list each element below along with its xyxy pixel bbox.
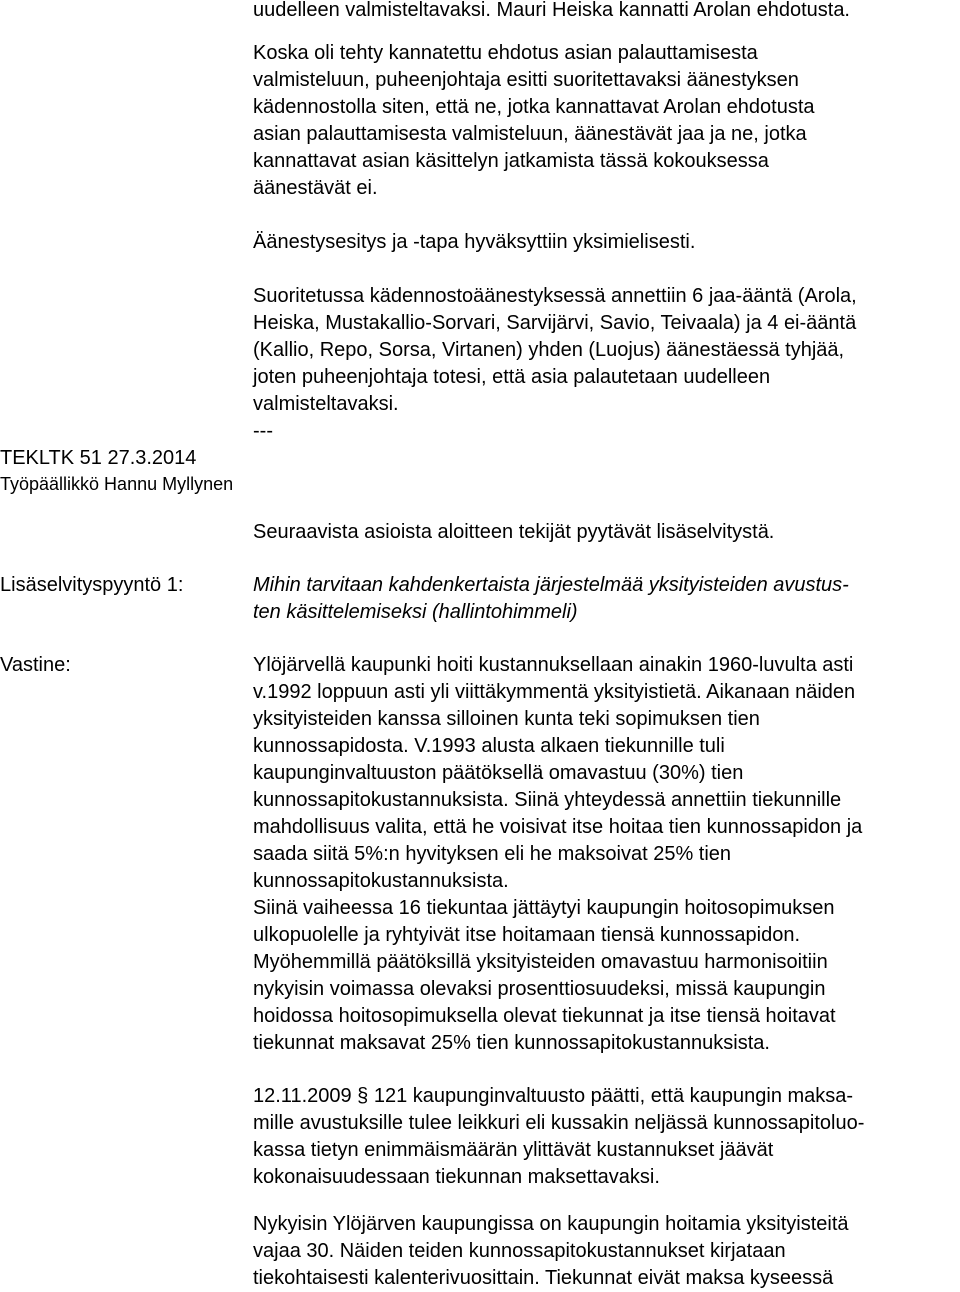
text-line: tiekunnat maksavat 25% tien kunnossapitokustannuksista. bbox=[253, 1032, 770, 1054]
text-line: kokonaisuudessaan tiekunnan maksettavaksi. bbox=[253, 1166, 660, 1188]
text-line: nykyisin voimassa olevaksi prosenttiosuudeksi, missä kaupungin bbox=[253, 978, 826, 1000]
text-line: asian palauttamisesta valmisteluun, äänestävät jaa ja ne, jotka bbox=[253, 123, 807, 145]
text-line: äänestävät ei. bbox=[253, 177, 378, 199]
text-line: Koska oli tehty kannatettu ehdotus asian palauttamisesta bbox=[253, 42, 758, 64]
text-line: joten puheenjohtaja totesi, että asia palautetaan uudelleen bbox=[253, 366, 771, 388]
response-label: Vastine: bbox=[0, 654, 71, 676]
request-label: Lisäselvityspyyntö 1: bbox=[0, 574, 184, 596]
text-line: (Kallio, Repo, Sorsa, Virtanen) yhden (Luojus) äänestäessä tyhjää, bbox=[253, 339, 845, 361]
text-line: kannattavat asian käsittelyn jatkamista tässä kokouksessa bbox=[253, 150, 769, 172]
top-line: uudelleen valmisteltavaksi. Mauri Heiska kannatti Arolan ehdotusta. bbox=[253, 0, 850, 21]
text-line: kädennostolla siten, että ne, jotka kannattavat Arolan ehdotusta bbox=[253, 96, 815, 118]
text-line: kassa tietyn enimmäismäärän ylittävät kustannukset jäävät bbox=[253, 1139, 774, 1161]
text-line: hoidossa hoitosopimuksella olevat tiekunnat ja itse tiensä hoitavat bbox=[253, 1005, 836, 1027]
text-line: Siinä vaiheessa 16 tiekuntaa jättäytyi kaupungin hoitosopimuksen bbox=[253, 897, 835, 919]
separator: --- bbox=[253, 420, 273, 442]
text-line: ten käsittelemiseksi (hallintohimmeli) bbox=[253, 601, 578, 623]
text-line: kunnossapitokustannuksista. Siinä yhteydessä annettiin tiekunnille bbox=[253, 789, 842, 811]
text-line: kaupunginvaltuuston päätöksellä omavastuu (30%) tien bbox=[253, 762, 744, 784]
text-line: kunnossapidosta. V.1993 alusta alkaen tiekunnille tuli bbox=[253, 735, 725, 757]
text-line: tiekohtaisesti kalenterivuosittain. Tiekunnat eivät maksa kyseessä bbox=[253, 1267, 834, 1289]
text-line: Nykyisin Ylöjärven kaupungissa on kaupungin hoitamia yksityisteitä bbox=[253, 1213, 849, 1235]
text-line: saada siitä 5%:n hyvityksen eli he maksoivat 25% tien bbox=[253, 843, 732, 865]
section-reference: TEKLTK 51 27.3.2014 bbox=[0, 447, 197, 469]
text-line: yksityisteiden kanssa silloinen kunta teki sopimuksen tien bbox=[253, 708, 760, 730]
text-line: v.1992 loppuun asti yli viittäkymmentä yksityistietä. Aikanaan näiden bbox=[253, 681, 856, 703]
text-line: Suoritetussa kädennostoäänestyksessä annettiin 6 jaa-ääntä (Arola, bbox=[253, 285, 857, 307]
text-line: mille avustuksille tulee leikkuri eli kussakin neljässä kunnossapitoluo- bbox=[253, 1112, 865, 1134]
text-line: Ylöjärvellä kaupunki hoiti kustannuksellaan ainakin 1960-luvulta asti bbox=[253, 654, 854, 676]
text-line: Mihin tarvitaan kahdenkertaista järjestelmää yksityisteiden avustus- bbox=[253, 574, 849, 596]
text-line: mahdollisuus valita, että he voisivat itse hoitaa tien kunnossapidon ja bbox=[253, 816, 863, 838]
text-line: Heiska, Mustakallio-Sorvari, Sarvijärvi, Savio, Teivaala) ja 4 ei-ääntä bbox=[253, 312, 857, 334]
text-line: vajaa 30. Näiden teiden kunnossapitokustannukset kirjataan bbox=[253, 1240, 786, 1262]
intro-line: Seuraavista asioista aloitteen tekijät pyytävät lisäselvitystä. bbox=[253, 521, 775, 543]
text-line: valmisteltavaksi. bbox=[253, 393, 399, 415]
text-line: Myöhemmillä päätöksillä yksityisteiden omavastuu harmonisoitiin bbox=[253, 951, 828, 973]
text-line: kunnossapitokustannuksista. bbox=[253, 870, 509, 892]
text-line: valmisteluun, puheenjohtaja esitti suoritettavaksi äänestyksen bbox=[253, 69, 799, 91]
section-author: Työpäällikkö Hannu Myllynen bbox=[0, 474, 234, 494]
text-line: ulkopuolelle ja ryhtyivät itse hoitamaan tiensä kunnossapidon. bbox=[253, 924, 801, 946]
paragraph-approval: Äänestysesitys ja -tapa hyväksyttiin yksimielisesti. bbox=[253, 231, 696, 253]
text-line: 12.11.2009 § 121 kaupunginvaltuusto päätti, että kaupungin maksa- bbox=[253, 1085, 854, 1107]
